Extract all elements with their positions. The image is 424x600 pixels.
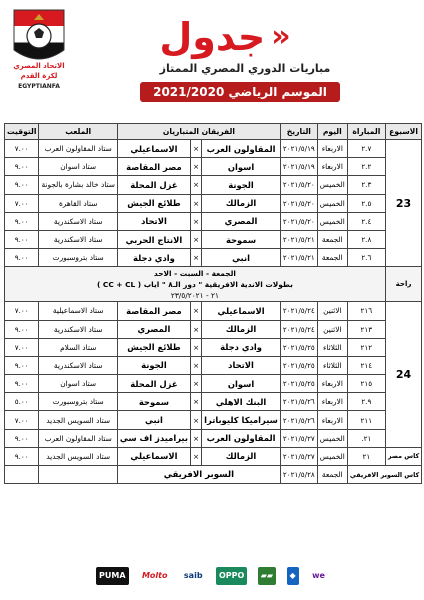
match-number: ٢.٤ <box>347 212 385 230</box>
svg-text:الاتحاد المصري: الاتحاد المصري <box>13 62 65 70</box>
double-chevron-icon: » <box>271 19 291 54</box>
match-date: ٢٠٢١/٥/٢٧ <box>280 447 317 465</box>
match-day: الخميس <box>317 194 347 212</box>
match-time: ٩.٠٠ <box>5 230 39 248</box>
sponsor-puma-logo: PUMA <box>96 567 129 585</box>
match-day: الثلاثاء <box>317 338 347 356</box>
match-time: ٩.٠٠ <box>5 375 39 393</box>
match-number: ٢١٥ <box>347 375 385 393</box>
match-number: ٢١. <box>347 429 385 447</box>
home-team: الاسماعيلي <box>202 302 281 320</box>
vs-symbol: × <box>190 338 201 356</box>
sponsor-we-logo: we <box>312 571 325 580</box>
match-time: ٧.٠٠ <box>5 411 39 429</box>
table-row <box>5 176 422 194</box>
match-time: ٩.٠٠ <box>5 447 39 465</box>
home-team: سيراميكا كليوباترا <box>202 411 281 429</box>
rest-label: راحة <box>385 267 421 302</box>
vs-symbol: × <box>190 230 201 248</box>
match-time: ٩.٠٠ <box>5 212 39 230</box>
sponsor-blue-logo: ◆ <box>287 567 299 585</box>
week-23-label: 23 <box>385 140 421 267</box>
egypt-cup-row <box>5 447 422 465</box>
super-cup-row <box>5 466 422 484</box>
match-date: ٢٠٢١/٥/٢٠ <box>280 212 317 230</box>
table-body <box>5 140 422 484</box>
match-number: ٢.٦ <box>347 249 385 267</box>
away-team: طلائع الجيش <box>117 338 190 356</box>
away-team: المصري <box>117 320 190 338</box>
vs-symbol: × <box>190 302 201 320</box>
stadium: ستاد السويس الجديد <box>39 447 117 465</box>
away-team: انبي <box>117 411 190 429</box>
match-time: ٧.٠٠ <box>5 140 39 158</box>
vs-symbol: × <box>190 393 201 411</box>
stadium: ستاد اسوان <box>39 375 117 393</box>
col-date: التاريخ <box>280 124 317 140</box>
vs-symbol: × <box>190 447 201 465</box>
subtitle: مباريات الدوري المصري الممتاز <box>159 62 331 75</box>
home-team: البنك الاهلي <box>202 393 281 411</box>
home-team: اسوان <box>202 375 281 393</box>
match-time: ٩.٠٠ <box>5 320 39 338</box>
vs-symbol: × <box>190 176 201 194</box>
match-day: الجمعة <box>317 466 347 484</box>
match-day: الاثنين <box>317 302 347 320</box>
home-team: اسوان <box>202 158 281 176</box>
rest-row <box>5 267 422 302</box>
match-day: الخميس <box>317 447 347 465</box>
away-team: بيراميدز اف سي <box>117 429 190 447</box>
match-time: ٩.٠٠ <box>5 356 39 374</box>
efa-logo-icon <box>6 6 72 96</box>
away-team: غزل المحلة <box>117 375 190 393</box>
match-day: الاربعاء <box>317 140 347 158</box>
vs-symbol: × <box>190 212 201 230</box>
home-team: المقاولون العرب <box>202 429 281 447</box>
match-time: ٩.٠٠ <box>5 249 39 267</box>
match-date: ٢٠٢١/٥/٢١ <box>280 230 317 248</box>
vs-symbol: × <box>190 375 201 393</box>
away-team: الانتاج الحربي <box>117 230 190 248</box>
match-number: ٢.٨ <box>347 230 385 248</box>
stadium: ستاد الاسكندرية <box>39 356 117 374</box>
table-row <box>5 393 422 411</box>
table-row <box>5 158 422 176</box>
page-title <box>150 12 300 62</box>
table-row <box>5 429 422 447</box>
match-date: ٢٠٢١/٥/٢٠ <box>280 176 317 194</box>
vs-symbol: × <box>190 356 201 374</box>
match-day: الاثنين <box>317 320 347 338</box>
svg-text:لكرة القدم: لكرة القدم <box>20 72 58 80</box>
match-date: ٢٠٢١/٥/٢٨ <box>280 466 317 484</box>
stadium <box>39 466 117 484</box>
match-number: ٢.٥ <box>347 194 385 212</box>
match-date: ٢٠٢١/٥/٢٤ <box>280 320 317 338</box>
match-time <box>5 466 39 484</box>
vs-symbol: × <box>190 140 201 158</box>
match-date: ٢٠٢١/٥/١٩ <box>280 158 317 176</box>
match-date: ٢٠٢١/٥/٢٦ <box>280 393 317 411</box>
sponsor-green-logo: ▰▰ <box>258 567 276 585</box>
stadium: ستاد اسوان <box>39 158 117 176</box>
match-number: ٢.٢ <box>347 158 385 176</box>
vs-symbol: × <box>190 411 201 429</box>
home-team: الاتحاد <box>202 356 281 374</box>
match-time: ٧.٠٠ <box>5 338 39 356</box>
stadium: ستاد المقاولون العرب <box>39 429 117 447</box>
stadium: ستاد بتروسبورت <box>39 249 117 267</box>
season-banner: الموسم الرياضي 2021/2020 <box>140 82 340 102</box>
match-day: الاربعاء <box>317 393 347 411</box>
match-day: الاربعاء <box>317 375 347 393</box>
match-date: ٢٠٢١/٥/٢٧ <box>280 429 317 447</box>
away-team: سموحة <box>117 393 190 411</box>
match-date: ٢٠٢١/٥/١٩ <box>280 140 317 158</box>
match-time: ٧.٠٠ <box>5 302 39 320</box>
table-row <box>5 338 422 356</box>
home-team: الزمالك <box>202 447 281 465</box>
stadium: ستاد السلام <box>39 338 117 356</box>
match-time: ٩.٠٠ <box>5 176 39 194</box>
match-day: الاربعاء <box>317 411 347 429</box>
match-time: ٧.٠٠ <box>5 194 39 212</box>
away-team: الاتحاد <box>117 212 190 230</box>
schedule-table <box>4 123 422 484</box>
away-team: الاسماعيلي <box>117 140 190 158</box>
match-date: ٢٠٢١/٥/٢٥ <box>280 338 317 356</box>
match-day: الجمعة <box>317 249 347 267</box>
table-row <box>5 375 422 393</box>
home-team: المقاولون العرب <box>202 140 281 158</box>
rest-days: الجمعة - السبت - الاحد <box>153 268 236 278</box>
match-date: ٢٠٢١/٥/٢١ <box>280 249 317 267</box>
table-row <box>5 230 422 248</box>
match-day: الخميس <box>317 176 347 194</box>
away-team: وادي دجلة <box>117 249 190 267</box>
match-day: الخميس <box>317 429 347 447</box>
stadium: ستاد الاسكندرية <box>39 212 117 230</box>
away-team: الاسماعيلي <box>117 447 190 465</box>
home-team: انبي <box>202 249 281 267</box>
match-number: ٢.٣ <box>347 176 385 194</box>
home-team: الزمالك <box>202 194 281 212</box>
vs-symbol: × <box>190 320 201 338</box>
table-row <box>5 356 422 374</box>
table-row <box>5 140 422 158</box>
egypt-cup-label: كاس مصر <box>385 447 421 465</box>
match-date: ٢٠٢١/٥/٢٦ <box>280 411 317 429</box>
stadium: ستاد خالد بشارة بالجونة <box>39 176 117 194</box>
col-week: الاسبوع <box>385 124 421 140</box>
table-row <box>5 411 422 429</box>
stadium: ستاد المقاولون العرب <box>39 140 117 158</box>
col-time: التوقيت <box>5 124 39 140</box>
home-team: المصري <box>202 212 281 230</box>
table-header-row <box>5 124 422 140</box>
sponsor-oppo-logo: OPPO <box>216 567 247 585</box>
sponsor-molto-logo: Molto <box>141 571 168 580</box>
match-time: ٩.٠٠ <box>5 158 39 176</box>
match-day: الخميس <box>317 212 347 230</box>
home-team: الزمالك <box>202 320 281 338</box>
match-date: ٢٠٢١/٥/٢٠ <box>280 194 317 212</box>
stadium: ستاد الاسكندرية <box>39 230 117 248</box>
sponsor-saib-logo: saib <box>183 571 203 580</box>
stadium: ستاد الاسكندرية <box>39 320 117 338</box>
match-day: الجمعة <box>317 230 347 248</box>
stadium: ستاد القاهرة <box>39 194 117 212</box>
rest-reason: بطولات الاندية الافريقية " دور الـ٨ " اياب ( CC + CL ) <box>96 279 293 289</box>
vs-symbol: × <box>190 194 201 212</box>
stadium: ستاد بتروسبورت <box>39 393 117 411</box>
home-team: الجونة <box>202 176 281 194</box>
match-date: ٢٠٢١/٥/٢٥ <box>280 356 317 374</box>
match-date: ٢٠٢١/٥/٢٤ <box>280 302 317 320</box>
home-team: سموحة <box>202 230 281 248</box>
match-day: الثلاثاء <box>317 356 347 374</box>
week-24-label: 24 <box>385 302 421 448</box>
table-row <box>5 302 422 320</box>
col-day: اليوم <box>317 124 347 140</box>
away-team: غزل المحلة <box>117 176 190 194</box>
match-time: ٥.٠٠ <box>5 393 39 411</box>
away-team: مصر المقاصة <box>117 158 190 176</box>
stadium: ستاد السويس الجديد <box>39 411 117 429</box>
match-number: ٢.٧ <box>347 140 385 158</box>
away-team: مصر المقاصة <box>117 302 190 320</box>
match-day: الاربعاء <box>317 158 347 176</box>
match-number: ٢.٩ <box>347 393 385 411</box>
match-date: ٢٠٢١/٥/٢٥ <box>280 375 317 393</box>
match-number: ٢١١ <box>347 411 385 429</box>
table-row <box>5 320 422 338</box>
table-row <box>5 249 422 267</box>
vs-symbol: × <box>190 158 201 176</box>
stadium: ستاد الاسماعيلية <box>39 302 117 320</box>
table-row <box>5 212 422 230</box>
super-cup-label: كاس السوبر الافريقي <box>347 466 421 484</box>
vs-symbol: × <box>190 249 201 267</box>
rest-dates: ٢١ - ٢٣/٥/٢٠٢١ <box>170 290 219 300</box>
vs-symbol: × <box>190 429 201 447</box>
svg-text:EGYPTIANFA: EGYPTIANFA <box>18 83 60 90</box>
match-number: ٢١ <box>347 447 385 465</box>
match-number: ٢١٦ <box>347 302 385 320</box>
away-team: طلائع الجيش <box>117 194 190 212</box>
title-text: جدول <box>159 15 266 59</box>
col-teams: الفريقان المتباريان <box>117 124 280 140</box>
col-match: المباراة <box>347 124 385 140</box>
rest-note <box>5 267 386 302</box>
match-time: ٩.٠٠ <box>5 429 39 447</box>
sponsor-bar <box>96 562 328 590</box>
match-number: ٢١٤ <box>347 356 385 374</box>
super-cup-name: السوبر الافريقي <box>117 466 280 484</box>
match-number: ٢١٢ <box>347 338 385 356</box>
home-team: وادي دجلة <box>202 338 281 356</box>
table-row <box>5 194 422 212</box>
away-team: الجونة <box>117 356 190 374</box>
match-number: ٢١٣ <box>347 320 385 338</box>
col-stadium: الملعب <box>39 124 117 140</box>
